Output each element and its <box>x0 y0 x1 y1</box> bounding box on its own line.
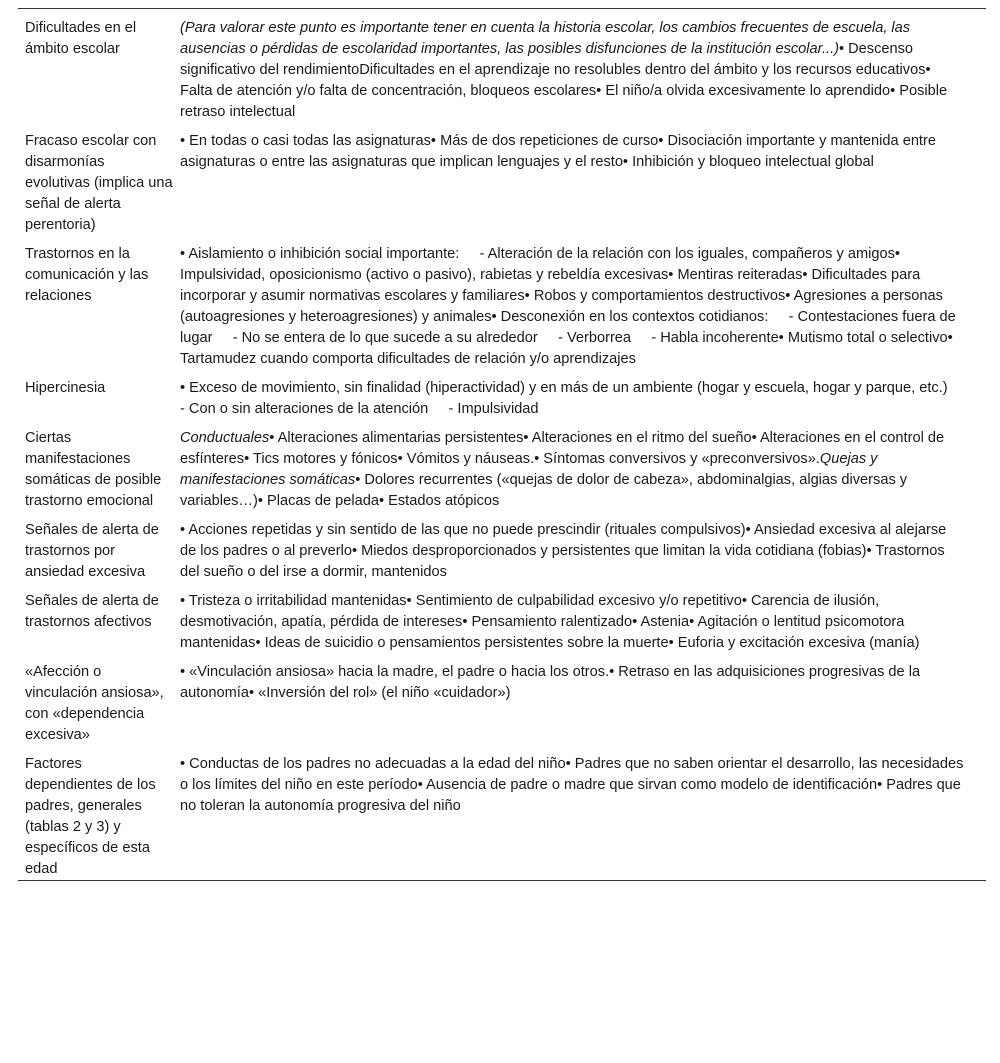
text-segment: • Acciones repetidas y sin sentido de las que no puede prescindir (rituales compulsivos)• Ansiedad excesiva al alejarse de los padres o al preverlo• Miedos desproporcionados y persistentes que limitan la vida cotidiana (fobias)• Trastornos del sueño o del irse a dormir, mantenidos <box>180 522 951 580</box>
row-content <box>173 746 986 881</box>
text-segment: • «Vinculación ansiosa» hacia la madre, el padre o hacia los otros.• Retraso en las adquisiciones progresivas de la autonomía• «Inversión del rol» (el niño «cuidador») <box>180 664 925 701</box>
text-segment: • Alteraciones alimentarias persistentes• Alteraciones en el ritmo del sueño• Alteraciones en el control de esfínteres• Tics motores y fónicos• Vómitos y náuseas.• Síntomas conversivos y «preconversivos». <box>180 430 949 467</box>
italic-segment: (Para valorar este punto es importante tener en cuenta la historia escolar, los cambios frecuentes de escuela, las ausencias o pérdidas de escolaridad importantes, las posibles disfunciones de la institución escolar...) <box>180 20 915 57</box>
text-segment: • Tristeza o irritabilidad mantenidas• Sentimiento de culpabilidad excesivo y/o repetitivo• Carencia de ilusión, desmotivación, apatía, pérdida de intereses• Pensamiento ralentizado• Astenia• Agitación o lentitud psicomotora mantenidas• Ideas de suicidio o pensamientos persistentes sobre la muerte• Euforia y excitación excesiva (manía) <box>180 593 920 651</box>
italic-segment: Conductuales <box>180 430 270 446</box>
table-row <box>18 583 986 654</box>
row-label: Fracaso escolar con disarmonías evolutivas (implica una señal de alerta perentoria) <box>25 133 173 233</box>
table-row <box>18 370 986 420</box>
row-content <box>173 9 986 124</box>
row-label: Señales de alerta de trastornos por ansiedad excesiva <box>25 522 159 580</box>
text-segment: • Exceso de movimiento, sin finalidad (hiperactividad) y en más de un ambiente (hogar y escuela, hogar y parque, etc.) - Con o sin alteraciones de la atención - Impulsividad <box>180 380 968 417</box>
row-content <box>173 583 986 654</box>
table-row <box>18 236 986 370</box>
warning-signs-table <box>18 8 986 881</box>
table-row <box>18 512 986 583</box>
text-segment: • En todas o casi todas las asignaturas• Más de dos repeticiones de curso• Disociación importante y mantenida entre asignaturas o entre las asignaturas que implican lenguajes y el resto• Inhibición y bloqueo intelectual global <box>180 133 941 170</box>
table-body <box>18 9 986 881</box>
row-content <box>173 420 986 512</box>
table-row <box>18 654 986 746</box>
row-label: «Afección o vinculación ansiosa», con «dependencia excesiva» <box>25 664 164 743</box>
table-row <box>18 9 986 124</box>
row-content <box>173 370 986 420</box>
row-label: Ciertas manifestaciones somáticas de posible trastorno emocional <box>25 430 162 509</box>
text-segment: • Descenso significativo del rendimientoDificultades en el aprendizaje no resolubles dentro del ámbito y los recursos educativos• Falta de atención y/o falta de concentración, bloqueos escolares• El niño/a olvida excesivamente lo aprendido• Posible retraso intelectual <box>180 41 952 120</box>
text-segment: • Dolores recurrentes («quejas de dolor de cabeza», abdominalgias, algias diversas y variables…)• Placas de pelada• Estados atópicos <box>180 472 912 509</box>
row-label: Trastornos en la comunicación y las relaciones <box>25 246 149 304</box>
row-label: Dificultades en el ámbito escolar <box>25 20 137 57</box>
row-label: Hipercinesia <box>25 380 106 396</box>
row-content <box>173 123 986 236</box>
italic-segment: Quejas y manifestaciones somáticas <box>180 451 882 488</box>
row-content <box>173 512 986 583</box>
table-row <box>18 123 986 236</box>
table-row <box>18 420 986 512</box>
row-label: Factores dependientes de los padres, generales (tablas 2 y 3) y específicos de esta edad <box>25 756 156 877</box>
text-segment: • Aislamiento o inhibición social importante: - Alteración de la relación con los iguales, compañeros y amigos• Impulsividad, oposicionismo (activo o pasivo), rabietas y rebeldía excesivas• Mentiras reiteradas• Dificultades para incorporar y asumir normativas escolares y familiares• Robos y comportamientos destructivos• Agresiones a personas (autoagresiones y heteroagresiones) y animales• Desconexión en los contextos cotidianos: - Contestaciones fuera de lugar - No se entera de lo que sucede a su alrededor - Verborrea - Habla incoherente• Mutismo total o selectivo• Tartamudez cuando comporta dificultades de relación y/o aprendizajes <box>180 246 960 367</box>
table-row <box>18 746 986 881</box>
row-label: Señales de alerta de trastornos afectivos <box>25 593 159 630</box>
text-segment: • Conductas de los padres no adecuadas a la edad del niño• Padres que no saben orientar el desarrollo, las necesidades o los límites del niño en este período• Ausencia de padre o madre que sirvan como modelo de identificación• Padres que no toleran la autonomía progresiva del niño <box>180 756 968 814</box>
row-content <box>173 236 986 370</box>
row-content <box>173 654 986 746</box>
